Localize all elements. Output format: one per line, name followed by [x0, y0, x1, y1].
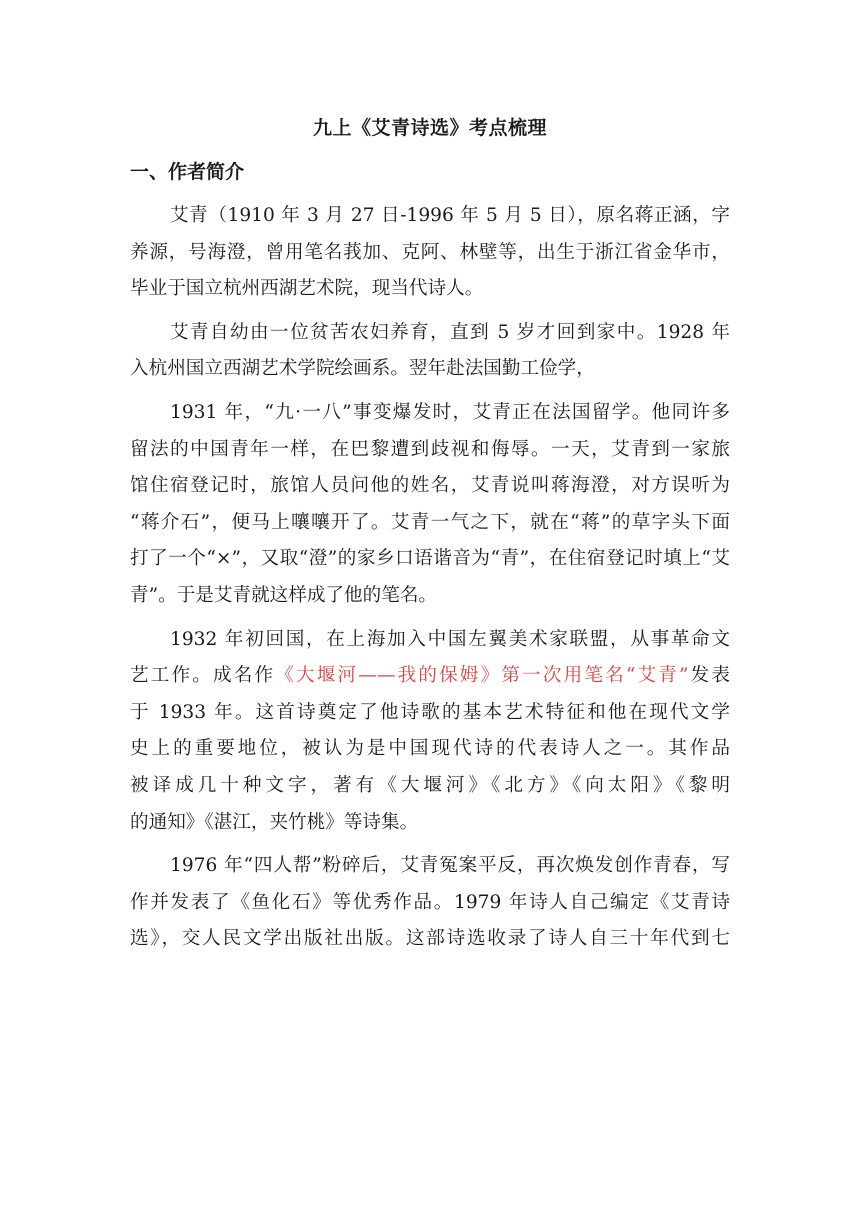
- text-line: 养源，号海澄，曾用笔名莪加、克阿、林壁等，出生于浙江省金华市，: [130, 241, 730, 263]
- paragraph-pen-name-story: [130, 395, 730, 615]
- text-line: 馆住宿登记时，旅馆人员问他的姓名，艾青说叫蒋海澄，对方误听为: [130, 475, 730, 497]
- text-line: 史上的重要地位，被认为是中国现代诗的代表诗人之一。其作品: [130, 738, 730, 760]
- highlighted-poem-title: 《大堰河——我的保姆》第一次用笔名“艾青”: [275, 665, 689, 687]
- text-line: 被译成几十种文字，著有《大堰河》《北方》《向太阳》《黎明: [130, 774, 730, 796]
- text-line: “蒋介石”，便马上嚷嚷开了。艾青一气之下，就在“蒋”的草字头下面: [130, 511, 730, 533]
- text-line: 的通知》《湛江，夹竹桃》等诗集。: [130, 811, 419, 833]
- text-line: 艾青自幼由一位贫苦农妇养育，直到 5 岁才回到家中。1928 年: [170, 321, 730, 343]
- text-line-mixed: [130, 658, 730, 695]
- text-line: 作并发表了《鱼化石》等优秀作品。1979 年诗人自己编定《艾青诗: [130, 891, 730, 913]
- text-segment: 发表: [688, 665, 730, 687]
- text-line: 留法的中国青年一样，在巴黎遭到歧视和侮辱。一天，艾青到一家旅: [130, 438, 730, 460]
- text-line: 艾青（1910 年 3 月 27 日-1996 年 5 月 5 日），原名蒋正涵，字: [170, 205, 730, 226]
- text-line: 选》，交人民文学出版社出版。这部诗选收录了诗人自三十年代到七: [130, 928, 730, 950]
- document-page: [130, 106, 730, 965]
- paragraph-later-years: [130, 848, 730, 958]
- text-line: 于 1933 年。这首诗奠定了他诗歌的基本艺术特征和他在现代文学: [130, 701, 730, 723]
- paragraph-return-to-china: [130, 622, 730, 842]
- text-segment: 艺工作。成名作: [130, 665, 276, 687]
- paragraph-childhood: [130, 315, 730, 388]
- text-line: 打了一个“×”，又取“澄”的家乡口语谐音为“青”，在住宿登记时填上“艾: [130, 548, 730, 570]
- text-line: 青”。于是艾青就这样成了他的笔名。: [130, 584, 438, 606]
- text-line: 入杭州国立西湖艺术学院绘画系。翌年赴法国勤工俭学，: [130, 358, 595, 380]
- text-line: 1931 年，“九·一八”事变爆发时，艾青正在法国留学。他同许多: [170, 401, 730, 423]
- page-title: 九上《艾青诗选》考点梳理: [312, 117, 547, 139]
- text-line: 1976 年“四人帮”粉碎后，艾青冤案平反，再次焕发创作青春，写: [170, 855, 730, 877]
- text-line: 1932 年初回国，在上海加入中国左翼美术家联盟，从事革命文: [170, 628, 730, 650]
- text-line: 毕业于国立杭州西湖艺术院，现当代诗人。: [130, 278, 484, 300]
- section-heading: 一、作者简介: [130, 161, 245, 183]
- paragraph-intro: [130, 198, 730, 308]
